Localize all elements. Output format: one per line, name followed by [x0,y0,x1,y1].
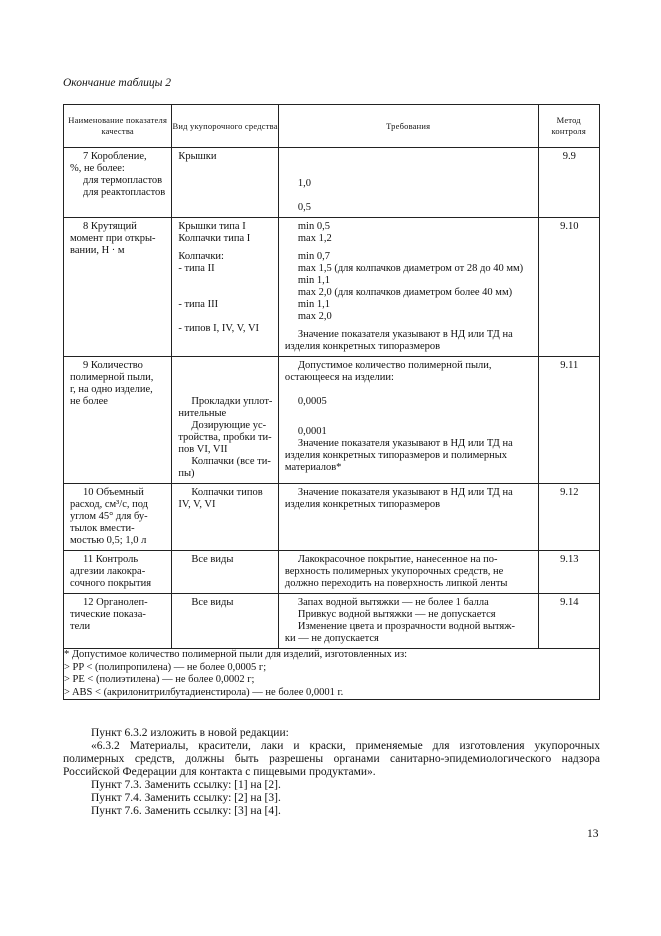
table-row [64,148,600,218]
cell-text: остающееся на изделии: [284,372,394,383]
cell-text: IV, V, VI [178,499,216,510]
cell-text: Все виды [191,597,234,608]
cell-text: Значение показателя указывают в НД или ТД на [297,438,513,449]
method-ref: 9.12 [560,487,579,498]
cell-text: тели [70,621,91,632]
cell-text: должно переходить на поверхность липкой ленты [284,578,508,589]
cell-text: Допустимое количество полимерной пыли, [297,360,492,371]
cell-text: Значение показателя указывают в НД или ТД на [297,487,513,498]
header-requirements: Требования [278,105,538,148]
cell-text: 1,0 [297,178,311,189]
cell-text: пы) [178,468,195,479]
table-row [64,218,600,357]
cell-text: Колпачки типов [191,487,263,498]
cell-text: 9 Количество [83,360,143,371]
cell-text: вании, Н · м [70,245,125,256]
cell-text: Крышки [178,151,217,162]
cell-text: не более [70,396,108,407]
paragraph: Пункт 7.6. Заменить ссылку: [3] на [4]. [91,805,281,817]
cell-text: верхность полимерных укупорочных средств, не [284,566,504,577]
method-ref: 9.13 [560,554,579,565]
cell-text: 0,0005 [297,396,327,407]
cell-text: Привкус водной вытяжки — не допускается [297,609,496,620]
cell-text: Изменение цвета и прозрачности водной вытяж- [297,621,515,632]
method-ref: 9.10 [560,221,579,232]
amendment-text [63,727,600,818]
footnote-line: > PP < (полипропилена) — не более 0,0005 г; [64,661,267,673]
cell-text: нительные [178,408,227,419]
cell-text: пов VI, VII [178,444,228,455]
table-row [64,594,600,649]
cell-text: max 1,5 (для колпачков диаметром от 28 до 40 мм) [297,263,524,274]
cell-text: max 2,0 [297,311,332,322]
header-closure-type: Вид укупорочного средства [172,105,279,148]
cell-text: мостью 0,5; 1,0 л [70,535,147,546]
footnote-line: > ABS < (акрилонитрилбутадиенстирола) — не более 0,0001 г. [64,686,344,698]
cell-text: изделия конкретных типоразмеров и полимерных [284,450,508,461]
cell-text: Прокладки уплот- [191,396,273,407]
cell-text: расход, см³/с, под [70,499,149,510]
cell-text: углом 45° для бу- [70,511,148,522]
cell-text: изделия конкретных типоразмеров [284,341,441,352]
cell-text: изделия конкретных типоразмеров [284,499,441,510]
cell-text: для реактопластов [83,187,166,198]
cell-text: тические показа- [70,609,146,620]
cell-text: Дозирующие ус- [191,420,267,431]
cell-text: 11 Контроль [83,554,139,565]
paragraph: Пункт 7.4. Заменить ссылку: [2] на [3]. [91,792,281,804]
cell-text: для термопластов [83,175,163,186]
header-indicator: Наименование показателя качества [64,105,172,148]
footnote-line: * Допустимое количество полимерной пыли для изделий, изготовленных из: [64,649,408,660]
cell-text: 7 Коробление, [83,151,147,162]
table-footnote [64,649,600,700]
table-row [64,551,600,594]
cell-text: min 0,5 [297,221,330,232]
cell-text: тылок вмести- [70,523,135,534]
paragraph: Пункт 6.3.2 изложить в новой редакции: [91,727,289,739]
paragraph: «6.3.2 Материалы, красители, лаки и краски, применяемые для изготовления укупорочных полимерных средств, должны быть разрешены органами санитарно-эпидемиологического надзора Российской Федерации для контакта с пищевыми продуктами». [63,740,600,778]
cell-text: Колпачки типа I [178,233,251,244]
cell-text: Колпачки: [178,251,224,262]
cell-text: 12 Органолеп- [83,597,148,608]
cell-text: - типов I, IV, V, VI [178,323,260,334]
cell-text: - типа III [178,299,219,310]
cell-text: - типа II [178,263,215,274]
table-row [64,484,600,551]
cell-text: min 1,1 [297,275,330,286]
cell-text: сочного покрытия [70,578,152,589]
method-ref: 9.14 [560,597,579,608]
cell-text: min 0,7 [297,251,330,262]
quality-table [63,104,600,700]
cell-text: 0,0001 [297,426,327,437]
cell-text: ки — не допускается [284,633,379,644]
cell-text: Лакокрасочное покрытие, нанесенное на по- [297,554,498,565]
footnote-line: > PE < (полиэтилена) — не более 0,0002 г; [64,674,255,685]
cell-text: полимерной пыли, [70,372,154,383]
cell-text: min 1,1 [297,299,330,310]
cell-text: max 2,0 (для колпачков диаметром более 40 мм) [297,287,513,298]
paragraph: Пункт 7.3. Заменить ссылку: [1] на [2]. [91,779,281,791]
cell-text: тройства, пробки ти- [178,432,272,443]
cell-text: 10 Объемный [83,487,144,498]
cell-text: Запах водной вытяжки — не более 1 балла [297,597,489,608]
table-caption: Окончание таблицы 2 [63,77,171,89]
method-ref: 9.11 [560,360,579,371]
cell-text: Все виды [191,554,234,565]
cell-text: Крышки типа I [178,221,246,232]
page-number: 13 [587,828,599,840]
cell-text: г, на одно изделие, [70,384,153,395]
header-test-method: Метод контроля [538,105,600,148]
cell-text: max 1,2 [297,233,332,244]
table-row [64,357,600,484]
cell-text: %, не более: [70,163,125,174]
cell-text: Значение показателя указывают в НД или ТД на [297,329,513,340]
cell-text: адгезии лакокра- [70,566,146,577]
cell-text: 8 Крутящий [83,221,137,232]
cell-text: Колпачки (все ти- [191,456,271,467]
cell-text: 0,5 [297,202,311,213]
cell-text: материалов* [284,462,342,473]
cell-text: момент при откры- [70,233,156,244]
method-ref: 9.9 [562,151,576,162]
table-header-row [64,105,600,148]
